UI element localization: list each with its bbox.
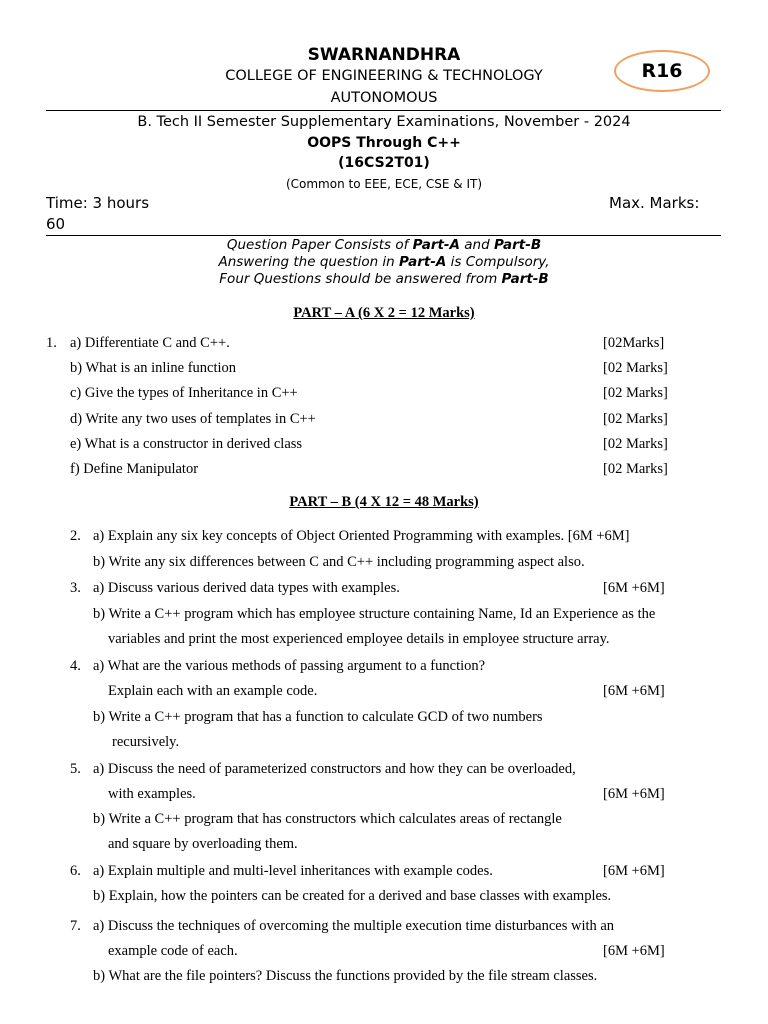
question-number: 5. <box>70 761 81 777</box>
question-number: 1. <box>46 335 57 351</box>
college-line-2: COLLEGE OF ENGINEERING & TECHNOLOGY <box>225 68 543 84</box>
part-a-marks: [02Marks] <box>603 335 665 351</box>
question-marks: [6M +6M] <box>603 683 665 699</box>
part-b-heading: PART – B (4 X 12 = 48 Marks) <box>289 494 479 510</box>
college-name: SWARNANDHRA <box>307 45 461 65</box>
part-a-item: b) What is an inline function <box>70 360 237 376</box>
part-a-marks: [02 Marks] <box>603 360 668 376</box>
question-marks: [6M +6M] <box>603 580 665 596</box>
exam-title: B. Tech II Semester Supplementary Examinations, November - 2024 <box>137 114 631 130</box>
question-line: b) Explain, how the pointers can be created for a derived and base classes with examples. <box>93 888 612 904</box>
question-line: Explain each with an example code. <box>108 683 318 699</box>
part-a-item: f) Define Manipulator <box>70 461 199 477</box>
instructions-divider <box>46 235 721 236</box>
regulation-badge: R16 <box>614 50 710 92</box>
question-number: 4. <box>70 658 81 674</box>
question-line: and square by overloading them. <box>108 836 298 852</box>
question-line: b) Write a C++ program which has employee structure containing Name, Id an Experience as the <box>93 606 656 622</box>
question-line: a) Discuss various derived data types with examples. <box>93 580 400 596</box>
max-marks-label: Max. Marks: <box>609 194 700 212</box>
part-a-item: a) Differentiate C and C++. <box>70 335 230 351</box>
question-marks: [6M +6M] <box>603 786 665 802</box>
part-a-item: e) What is a constructor in derived class <box>70 436 303 452</box>
part-a-marks: [02 Marks] <box>603 411 668 427</box>
common-to: (Common to EEE, ECE, CSE & IT) <box>285 177 483 191</box>
question-line: variables and print the most experienced employee details in employee structure array. <box>108 631 610 647</box>
question-line: a) Discuss the need of parameterized constructors and how they can be overloaded, <box>93 761 576 777</box>
question-number: 7. <box>70 918 81 934</box>
college-line-3: AUTONOMOUS <box>330 90 438 106</box>
part-a-marks: [02 Marks] <box>603 385 668 401</box>
instruction-line-3: Four Questions should be answered from Part-B <box>219 271 549 287</box>
question-marks: [6M +6M] <box>603 943 665 959</box>
question-line: b) Write a C++ program that has a function to calculate GCD of two numbers <box>93 709 543 725</box>
part-a-item: c) Give the types of Inheritance in C++ <box>70 385 298 401</box>
instruction-line-1: Question Paper Consists of Part-A and Part-B <box>226 237 542 253</box>
question-line: with examples. <box>108 786 196 802</box>
max-marks-value: 60 <box>46 215 66 233</box>
subject-name: OOPS Through C++ <box>307 135 461 151</box>
question-line: a) Explain any six key concepts of Object Oriented Programming with examples. [6M +6M] <box>93 528 630 544</box>
header-divider <box>46 110 721 111</box>
question-line: b) What are the file pointers? Discuss the functions provided by the file stream classes. <box>93 968 598 984</box>
question-line: a) Discuss the techniques of overcoming the multiple execution time disturbances with an <box>93 918 615 934</box>
question-line: a) Explain multiple and multi-level inheritances with example codes. <box>93 863 493 879</box>
exam-time: Time: 3 hours <box>46 194 150 212</box>
question-marks: [6M +6M] <box>603 863 665 879</box>
part-a-item: d) Write any two uses of templates in C++ <box>70 411 316 427</box>
part-a-heading: PART – A (6 X 2 = 12 Marks) <box>293 305 475 321</box>
subject-code: (16CS2T01) <box>338 155 430 171</box>
question-number: 6. <box>70 863 81 879</box>
question-number: 3. <box>70 580 81 596</box>
question-line: recursively. <box>112 734 180 750</box>
question-line: a) What are the various methods of passing argument to a function? <box>93 658 486 674</box>
question-line: b) Write any six differences between C and C++ including programming aspect also. <box>93 554 585 570</box>
instruction-line-2: Answering the question in Part-A is Compulsory, <box>218 254 550 270</box>
question-number: 2. <box>70 528 81 544</box>
question-line: b) Write a C++ program that has constructors which calculates areas of rectangle <box>93 811 562 827</box>
part-a-marks: [02 Marks] <box>603 461 668 477</box>
part-a-marks: [02 Marks] <box>603 436 668 452</box>
question-line: example code of each. <box>108 943 238 959</box>
